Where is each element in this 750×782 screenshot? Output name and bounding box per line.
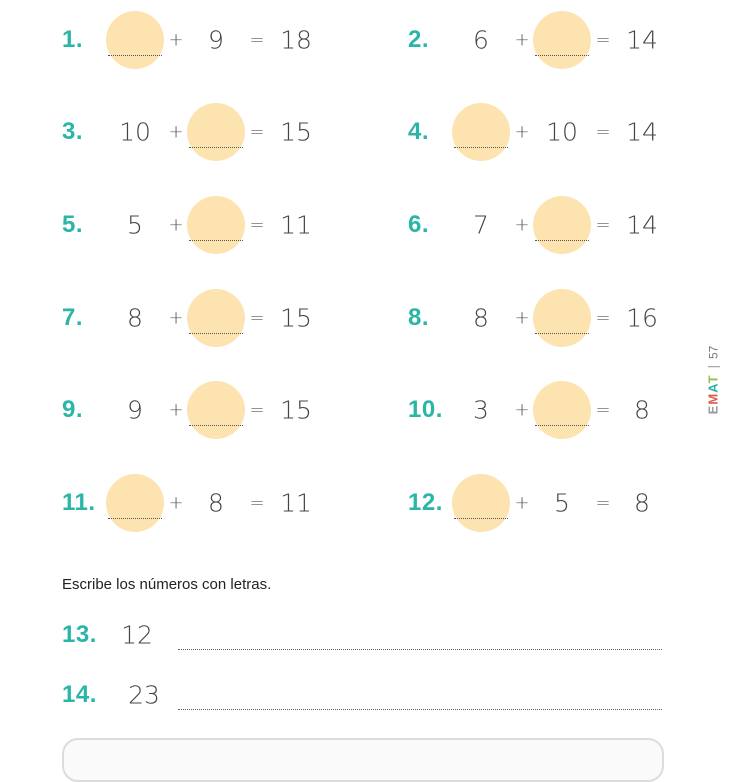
exercise-number: 6. [408, 211, 430, 238]
number-value: 14 [626, 25, 658, 55]
plus-sign: + [514, 214, 530, 236]
number-value: 8 [473, 303, 489, 333]
equals-sign: = [249, 492, 265, 514]
page-number: 57 [706, 345, 720, 360]
answer-blank[interactable] [187, 103, 245, 161]
plus-sign: + [514, 121, 530, 143]
exercise-4 [408, 102, 688, 162]
number-value: 11 [280, 488, 312, 518]
number-value: 3 [473, 395, 489, 425]
plus-sign: + [168, 214, 184, 236]
answer-blank[interactable] [533, 196, 591, 254]
answer-blank[interactable] [187, 196, 245, 254]
number-value: 10 [119, 117, 151, 147]
number-value: 11 [280, 210, 312, 240]
answer-dotted-line [189, 333, 243, 334]
footer-box [62, 738, 664, 782]
answer-dotted-line [189, 240, 243, 241]
plus-sign: + [514, 399, 530, 421]
number-value: 8 [208, 488, 224, 518]
answer-dotted-line [189, 147, 243, 148]
exercise-3 [62, 102, 342, 162]
number-value: 15 [280, 117, 312, 147]
number-value: 6 [473, 25, 489, 55]
equals-sign: = [249, 399, 265, 421]
equals-sign: = [249, 29, 265, 51]
answer-blank[interactable] [187, 381, 245, 439]
answer-line[interactable] [178, 709, 662, 710]
equals-sign: = [249, 307, 265, 329]
exercise-1 [62, 10, 342, 70]
equals-sign: = [249, 121, 265, 143]
plus-sign: + [168, 399, 184, 421]
number-value: 9 [127, 395, 143, 425]
plus-sign: + [514, 29, 530, 51]
exercise-number: 9. [62, 396, 84, 423]
number-value: 9 [208, 25, 224, 55]
plus-sign: + [168, 307, 184, 329]
brand-separator: | [705, 365, 721, 369]
exercise-8 [408, 288, 688, 348]
exercise-2 [408, 10, 688, 70]
answer-blank[interactable] [187, 289, 245, 347]
exercise-10 [408, 380, 688, 440]
equals-sign: = [595, 399, 611, 421]
exercise-number: 14. [62, 681, 97, 708]
number-value: 7 [473, 210, 489, 240]
answer-dotted-line [535, 240, 589, 241]
answer-dotted-line [108, 518, 162, 519]
number-value: 8 [634, 395, 650, 425]
number-value: 8 [634, 488, 650, 518]
equals-sign: = [595, 121, 611, 143]
exercise-number: 10. [408, 396, 443, 423]
exercise-number: 7. [62, 304, 84, 331]
exercise-6 [408, 195, 688, 255]
plus-sign: + [168, 492, 184, 514]
writing-exercise-13 [62, 605, 672, 665]
answer-dotted-line [535, 425, 589, 426]
answer-dotted-line [454, 147, 508, 148]
answer-blank[interactable] [106, 474, 164, 532]
equals-sign: = [595, 214, 611, 236]
equals-sign: = [595, 307, 611, 329]
answer-dotted-line [535, 55, 589, 56]
equals-sign: = [595, 29, 611, 51]
exercise-number: 8. [408, 304, 430, 331]
answer-line[interactable] [178, 649, 662, 650]
number-value: 18 [280, 25, 312, 55]
number-value: 5 [554, 488, 570, 518]
answer-dotted-line [535, 333, 589, 334]
exercise-11 [62, 473, 342, 533]
exercise-number: 5. [62, 211, 84, 238]
number-value: 15 [280, 303, 312, 333]
equals-sign: = [595, 492, 611, 514]
exercise-7 [62, 288, 342, 348]
answer-blank[interactable] [533, 289, 591, 347]
brand-page-marker [706, 346, 721, 415]
exercise-number: 12. [408, 489, 443, 516]
writing-exercise-14 [62, 665, 672, 725]
exercise-9 [62, 380, 342, 440]
answer-blank[interactable] [106, 11, 164, 69]
number-value: 14 [626, 117, 658, 147]
number-value: 14 [626, 210, 658, 240]
emat-logo: EMAT [705, 374, 721, 415]
answer-blank[interactable] [452, 103, 510, 161]
exercise-number: 2. [408, 26, 430, 53]
plus-sign: + [514, 492, 530, 514]
plus-sign: + [514, 307, 530, 329]
number-value: 5 [127, 210, 143, 240]
exercise-number: 4. [408, 118, 430, 145]
plus-sign: + [168, 121, 184, 143]
answer-blank[interactable] [533, 11, 591, 69]
exercise-number: 3. [62, 118, 84, 145]
answer-dotted-line [108, 55, 162, 56]
exercise-number: 13. [62, 621, 97, 648]
exercise-12 [408, 473, 688, 533]
answer-blank[interactable] [533, 381, 591, 439]
exercise-value: 23 [128, 680, 160, 710]
instruction-text: Escribe los números con letras. [62, 576, 272, 593]
exercise-number: 11. [62, 489, 96, 516]
number-value: 16 [626, 303, 658, 333]
exercise-value: 12 [121, 620, 153, 650]
equals-sign: = [249, 214, 265, 236]
number-value: 10 [546, 117, 578, 147]
exercise-number: 1. [62, 26, 84, 53]
number-value: 15 [280, 395, 312, 425]
exercise-5 [62, 195, 342, 255]
answer-dotted-line [189, 425, 243, 426]
answer-blank[interactable] [452, 474, 510, 532]
number-value: 8 [127, 303, 143, 333]
plus-sign: + [168, 29, 184, 51]
answer-dotted-line [454, 518, 508, 519]
